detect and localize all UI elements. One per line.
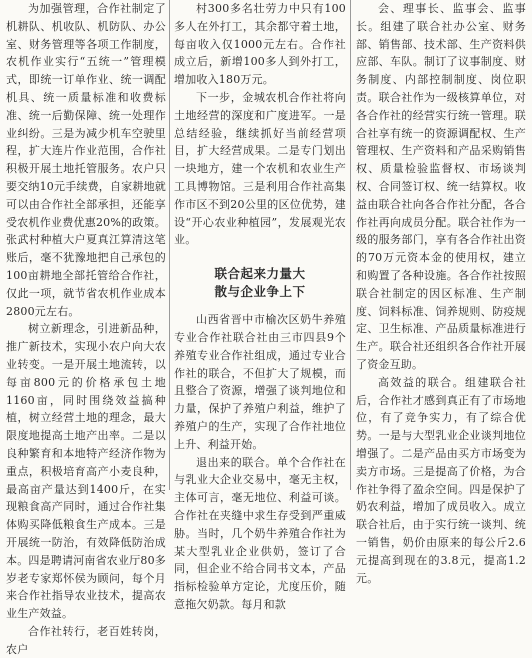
headline-line-2: 散与企业争上下 (214, 284, 306, 300)
paragraph-next-steps: 下一步，金城农机合作社将向土地经营的深度和广度进军。一是总结经验，继续抓好当前经营项目，扩大经营成果。二是专门划出一块地方，建一个农机和农业生产工具博物馆。三是利用合作社高集作市区不到20公里的区位优势，建设“开心农业种植园”，发展观光农业。 (174, 90, 346, 247)
paragraph-forced-union: 退出来的联合。单个合作社在与乳业大企业交易中，毫无主权，主体可言，毫无地位、利益可谈。合作社在夹缝中求生存受到严重威胁。当时，几个奶牛养殖合作社为某大型乳业企业供奶，签订了合同，但企业不给合同书文本，产品指标检验单方定论，尤度压价，随意拖欠奶款。每月和款 (174, 455, 346, 611)
section-headline (174, 265, 346, 301)
paragraph-high-efficiency: 高效益的联合。组建联合社后，合作社才感到真正有了市场地位，有了竞争实力，有了综合优势。一是与大型乳业企业谈判地位增强了。二是产品由买方市场变为卖方市场。三是提高了价格，为合作社争得了盈余空间。四是保护了奶农利益，增加了成员收入。成立联合社后，由于实行统一谈判、统一销售，奶价由原来的每公斤2.6元提高到现在的3.8元，提高1.2元。 (356, 375, 526, 585)
headline-line-1: 联合起来力量大 (214, 266, 306, 282)
article-column-left (6, 0, 166, 656)
paragraph-management: 为加强管理，合作社制定了机耕队、机收队、机防队、办公室、财务管理等各项工作制度，农机作业实行“五统一”管理模式，即统一订单作业、统一调配机具、统一质量标准和收费标准、统一后勤保障、统一处理作业纠纷。三是为减少机车空驶里程，扩大连片作业范围，合作社积极开展土地托管服务。农户只要交纳10元手续费，自家耕地就可以由合作社全部承担，还能享受农机作业费优惠20%的政策。张武村种植大户夏真江算清这笔账后，毫不犹豫地把自己承包的100亩耕地全部托管给合作社，仅此一项，就节省农机作业成本2800元左右。 (6, 2, 166, 318)
paragraph-transition: 合作社转行，老百姓转岗，农户 (6, 624, 166, 656)
column-divider (169, 0, 170, 490)
article-column-middle (174, 0, 346, 611)
paragraph-dairy-union: 山西省晋中市榆次区奶牛养殖专业合作社联合社由三市四县9个养殖专业合作社组成，通过专业合作社的联合，不但扩大了规模，而且整合了资源，增强了谈判地位和力量，保护了养殖户利益，维护了养殖户的生产，实现了合作社地位上升、利益开始。 (174, 313, 346, 451)
paragraph-labor-income: 村300多名壮劳力中只有100多人在外打工，其余都守着土地，每亩收入仅1000元左右。合作社成立后，新增100多人到外打工，增加收入180万元。 (174, 2, 346, 87)
column-divider (350, 0, 351, 490)
paragraph-union-structure: 会、理事长、监事会、监事长。组建了联合社办公室、财务部、销售部、技术部、生产资料供应部、车队。制订了议事制度、财务制度、内部控制制度、岗位职责。联合社作为一级核算单位，对各合作社的经营实行统一管理。联合社享有统一的资源调配权、生产管理权、生产资料和产品采购销售权、质量检验监督权、市场谈判权、合同签订权、统一结算权。收益由联合社向各合作社分配，各合作社再向成员分配。联合社作为一级的服务部门，享有各合作社出资的70万元资本金的使用权，建立和购置了各种设施。各合作社按照联合社制定的因区标准、生产制度、饲料标准、饲养规则、防疫规定、卫生标准、产品质量标准进行生产。联合社还组织各合作社开展了资金互助。 (356, 2, 526, 371)
paragraph-new-concepts: 树立新理念，引进新品种，推广新技术，实现小农户向大农业转变。一是开展土地流转，以每亩800元的价格承包土地1160亩，同时围绕效益搞种植，树立经营土地的理念，最大限度地提高土地产出率。二是以良种繁育和本地特产经济作物为重点，积极培育高产小麦良种，最高亩产量达到1400斤，在实现粮食高产同时，通过合作社集体购买降低粮食生产成本。三是开展统一防治，有效降低防治成本。四是聘请河南省农业厅80多岁老专家郑怀侯为顾问，每个月来合作社指导农业技术，提高农业生产效益。 (6, 322, 166, 621)
article-column-right (356, 0, 526, 585)
